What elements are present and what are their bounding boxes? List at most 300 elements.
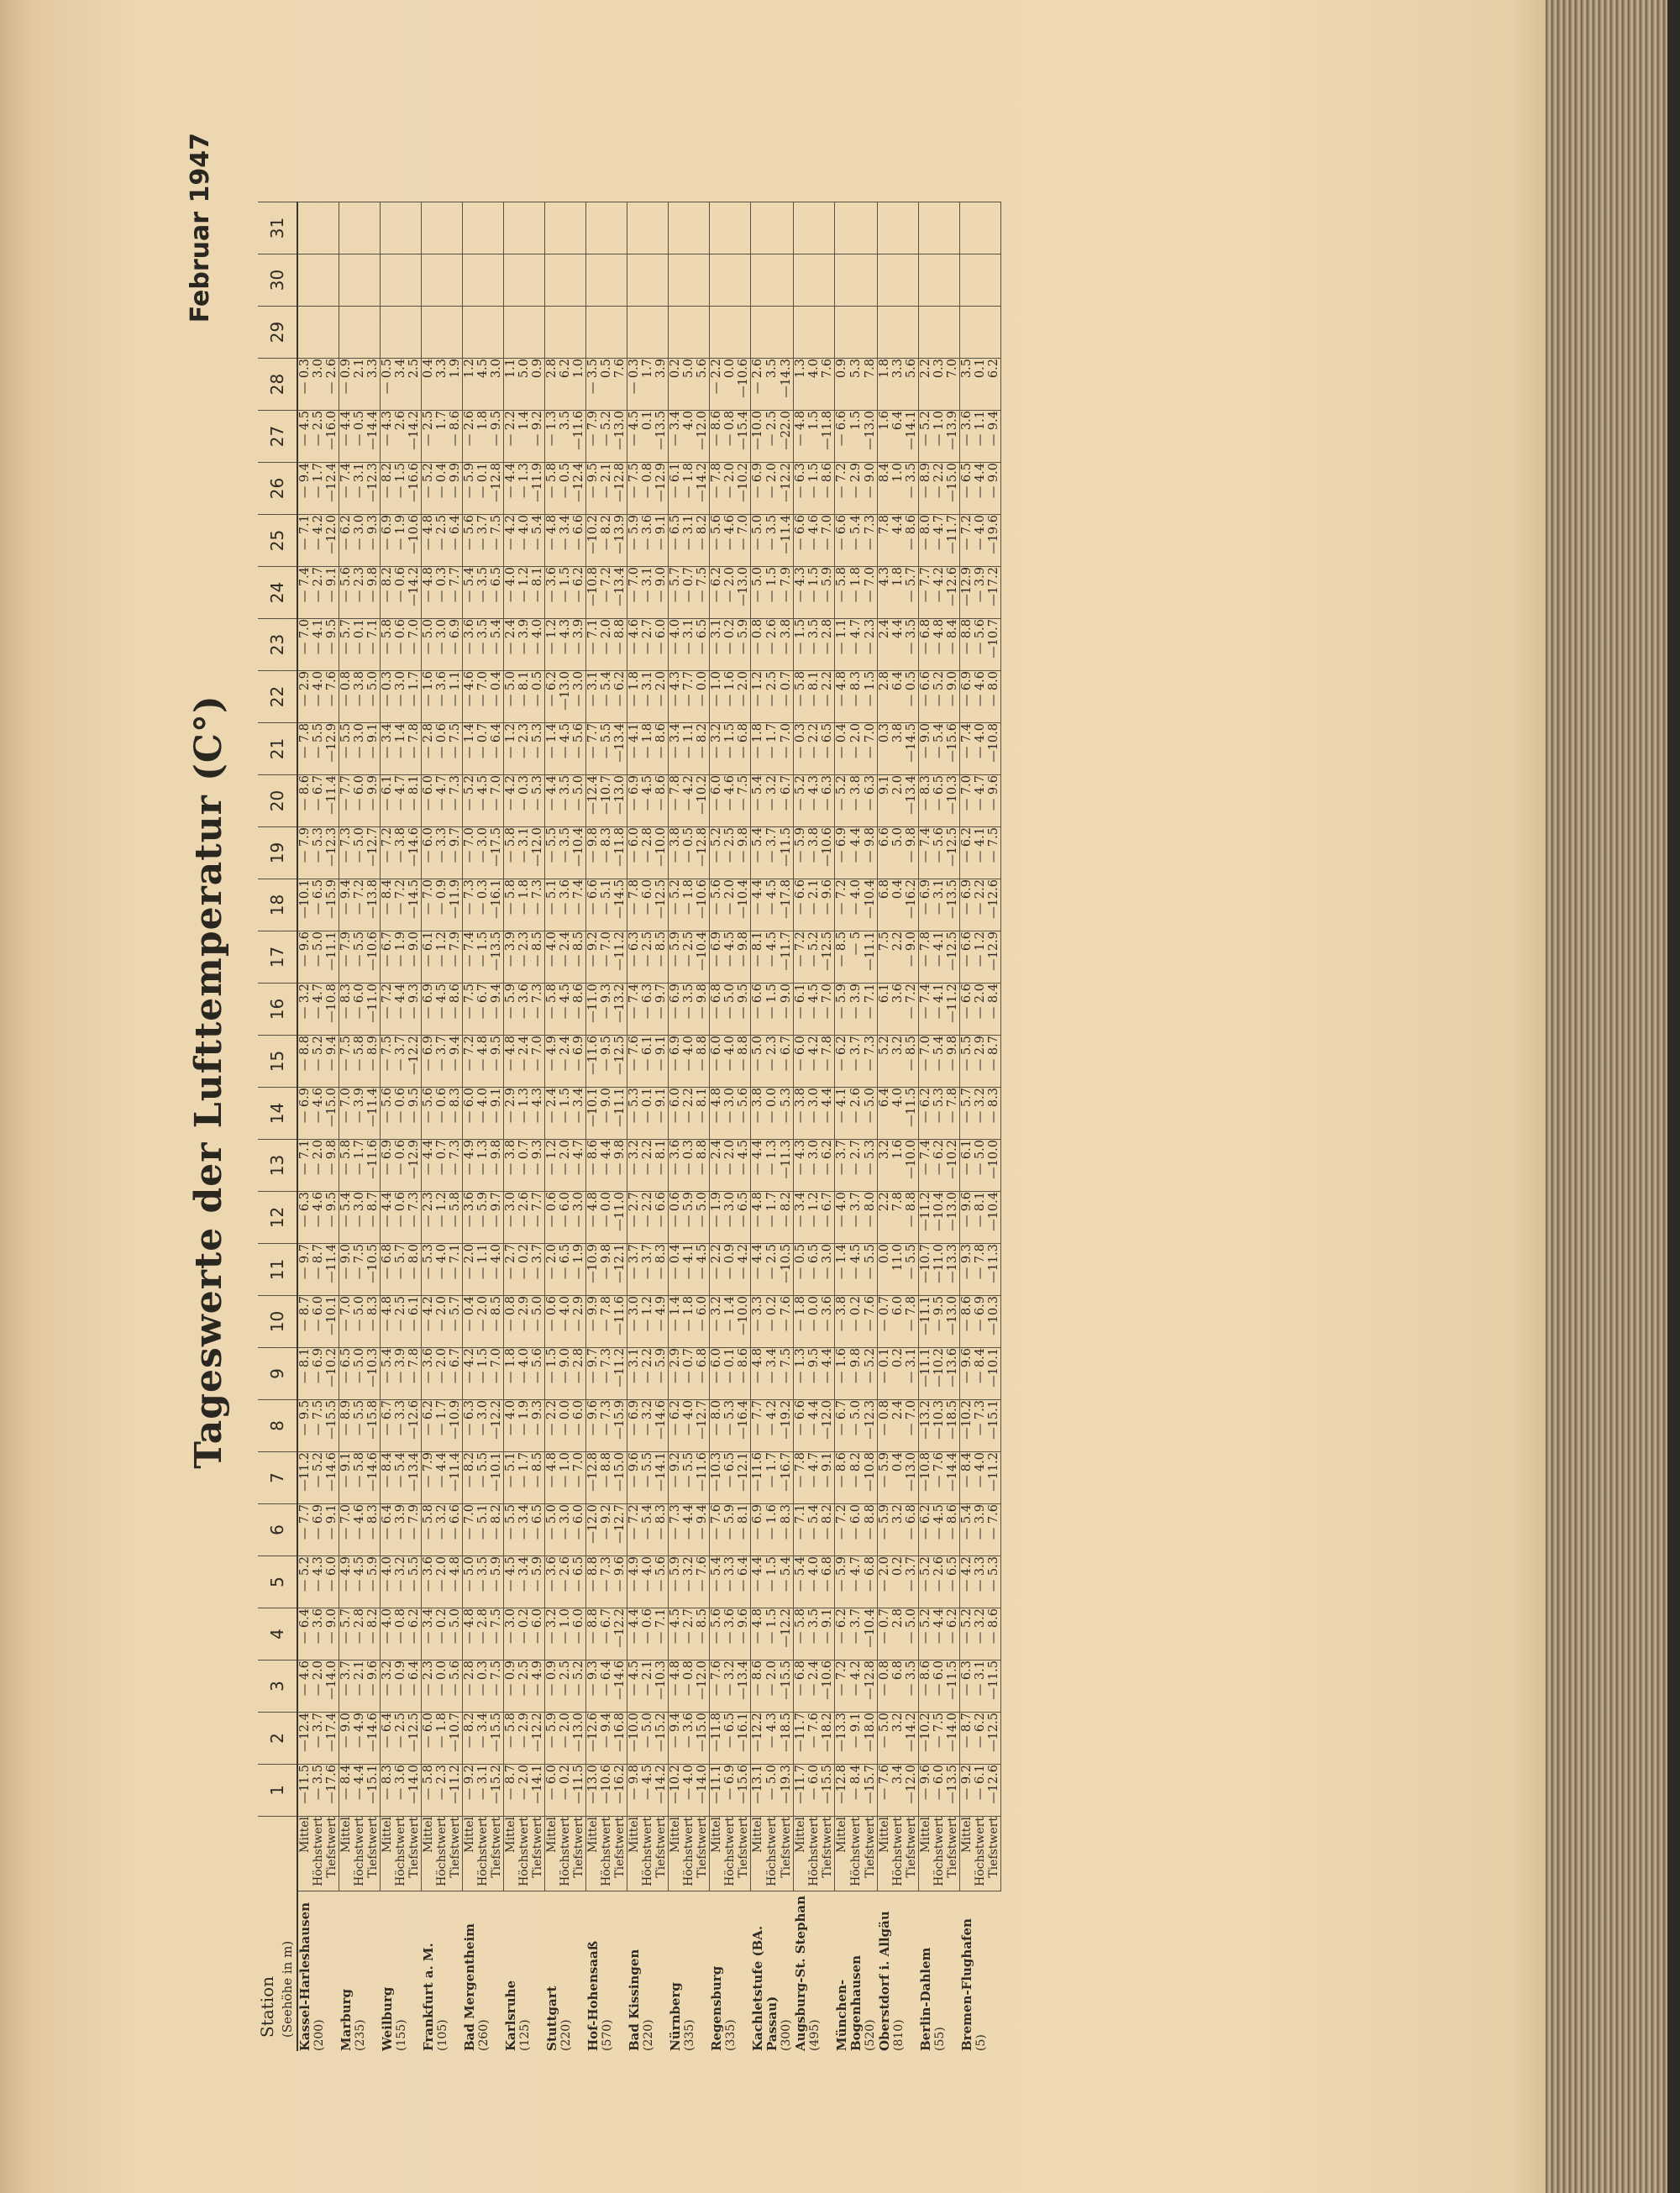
temperature-value: — 9.8 bbox=[946, 1036, 960, 1088]
temperature-value: — 7.8 bbox=[297, 723, 312, 775]
temperature-value: — 7.8 bbox=[905, 1296, 919, 1348]
temperature-value: — 2.2 bbox=[932, 463, 946, 515]
temperature-value: — 9.0 bbox=[919, 723, 933, 775]
temperature-value: — 2.5 bbox=[394, 1713, 407, 1765]
temperature-value: — 5.8 bbox=[794, 1608, 808, 1660]
station-cell bbox=[919, 1891, 960, 2052]
temperature-value: — 1.2 bbox=[807, 1192, 821, 1244]
temperature-value: — 1.3 bbox=[476, 1140, 490, 1192]
temperature-value: — 4.7 bbox=[849, 619, 864, 671]
temperature-value: — 3.5 bbox=[765, 515, 780, 567]
temperature-value: —15.7 bbox=[863, 1765, 877, 1817]
temperature-value: — 4.2 bbox=[765, 1400, 780, 1452]
temperature-value bbox=[545, 202, 559, 254]
temperature-value: — 4.6 bbox=[974, 671, 987, 723]
temperature-value: — 1.7 bbox=[435, 1400, 449, 1452]
table-body bbox=[297, 202, 1001, 2052]
temperature-value: — 2.0 bbox=[765, 1660, 780, 1713]
temperature-value bbox=[463, 202, 477, 254]
temperature-value: — 1.3 bbox=[765, 1140, 780, 1192]
temperature-value: — 4.6 bbox=[297, 1660, 312, 1713]
table-row bbox=[932, 202, 946, 2052]
temperature-value: — 6.2 bbox=[710, 567, 724, 619]
temperature-value: — 4.6 bbox=[627, 619, 642, 671]
temperature-value bbox=[297, 254, 312, 307]
temperature-value: —15.2 bbox=[654, 1713, 669, 1765]
temperature-value: — 7.4 bbox=[572, 879, 586, 931]
temperature-value bbox=[407, 307, 422, 359]
temperature-value: — 7.5 bbox=[381, 1036, 395, 1088]
temperature-value: — 7.5 bbox=[353, 1244, 366, 1296]
temperature-value: — 7.6 bbox=[325, 671, 339, 723]
temperature-value: —10.4 bbox=[696, 931, 710, 984]
temperature-value: — 7.1 bbox=[586, 619, 601, 671]
temperature-value: — 3.6 bbox=[463, 1192, 477, 1244]
temperature-value bbox=[613, 254, 627, 307]
temperature-value: 5.0 bbox=[891, 827, 905, 879]
temperature-value: — 1.5 bbox=[559, 1088, 572, 1140]
temperature-value: —17.6 bbox=[325, 1765, 339, 1817]
temperature-value: —16.4 bbox=[737, 1400, 751, 1452]
temperature-value: —11.8 bbox=[821, 411, 835, 463]
temperature-value bbox=[891, 307, 905, 359]
temperature-value: — 5.4 bbox=[463, 567, 477, 619]
temperature-value: — 5.2 bbox=[572, 1660, 586, 1713]
temperature-value: — 3.1 bbox=[710, 619, 724, 671]
temperature-value: — 4.8 bbox=[669, 1660, 683, 1713]
temperature-value bbox=[504, 254, 518, 307]
temperature-value: — 0.5 bbox=[381, 359, 395, 411]
temperature-value: — 6.8 bbox=[381, 1244, 395, 1296]
temperature-value: — 7.0 bbox=[600, 931, 613, 984]
temperature-value: — 1.8 bbox=[435, 1713, 449, 1765]
temperature-value: — 7.3 bbox=[449, 775, 463, 827]
temperature-value: — 4.5 bbox=[297, 411, 312, 463]
temperature-value: — 4.3 bbox=[312, 1556, 325, 1608]
temperature-value bbox=[339, 202, 354, 254]
temperature-value: —11.6 bbox=[751, 1452, 765, 1504]
temperature-value: — 4.4 bbox=[353, 1765, 366, 1817]
temperature-value: — 6.7 bbox=[821, 1192, 835, 1244]
temperature-value bbox=[504, 307, 518, 359]
temperature-value: — 2.7 bbox=[312, 567, 325, 619]
temperature-value: — 0.6 bbox=[435, 1088, 449, 1140]
temperature-value: — 0.9 bbox=[339, 359, 354, 411]
temperature-value: — 9.2 bbox=[669, 1452, 683, 1504]
row-type-label: Mittel bbox=[297, 1817, 312, 1891]
temperature-value: — 2.0 bbox=[974, 984, 987, 1036]
temperature-value: — 6.0 bbox=[572, 1608, 586, 1660]
temperature-value: — 8.3 bbox=[987, 1088, 1001, 1140]
temperature-value: — 6.6 bbox=[794, 515, 808, 567]
temperature-value: — 4.4 bbox=[751, 1556, 765, 1608]
temperature-value: — 9.4 bbox=[297, 463, 312, 515]
temperature-value: — 0.8 bbox=[504, 1296, 518, 1348]
temperature-value bbox=[641, 202, 654, 254]
temperature-value: — 3.7 bbox=[905, 1556, 919, 1608]
temperature-value: 6.8 bbox=[878, 879, 892, 931]
temperature-value: 2.4 bbox=[878, 619, 892, 671]
temperature-value: — 7.2 bbox=[960, 515, 974, 567]
temperature-value bbox=[779, 307, 793, 359]
temperature-value: — 3.0 bbox=[723, 1192, 737, 1244]
temperature-value: — 3.2 bbox=[723, 1660, 737, 1713]
temperature-value: — 3.6 bbox=[682, 1713, 696, 1765]
temperature-value: — 7.3 bbox=[407, 1192, 422, 1244]
temperature-value bbox=[394, 254, 407, 307]
temperature-value: — 3.5 bbox=[476, 619, 490, 671]
temperature-value: — 8.5 bbox=[572, 931, 586, 984]
temperature-value: — 6.0 bbox=[710, 1036, 724, 1088]
temperature-value: —11.3 bbox=[987, 1244, 1001, 1296]
temperature-value: 7.8 bbox=[891, 1192, 905, 1244]
temperature-value: — 8.6 bbox=[449, 984, 463, 1036]
temperature-value: — 2.5 bbox=[312, 411, 325, 463]
temperature-value: — 7.0 bbox=[463, 827, 477, 879]
temperature-value: — 4.6 bbox=[312, 1088, 325, 1140]
day-header: 19 bbox=[258, 827, 297, 879]
temperature-value bbox=[476, 254, 490, 307]
temperature-value: — 8.1 bbox=[517, 671, 531, 723]
temperature-value: 0.5 bbox=[600, 359, 613, 411]
temperature-value: — 1.5 bbox=[476, 931, 490, 984]
temperature-value: — 7.5 bbox=[490, 1660, 504, 1713]
temperature-value: — 2.7 bbox=[504, 1244, 518, 1296]
temperature-value bbox=[325, 254, 339, 307]
temperature-value: 7.0 bbox=[946, 359, 960, 411]
temperature-value bbox=[627, 254, 642, 307]
temperature-value bbox=[422, 202, 436, 254]
temperature-value: — 6.9 bbox=[669, 1036, 683, 1088]
temperature-value: — 7.5 bbox=[312, 1400, 325, 1452]
temperature-value: 2.6 bbox=[394, 411, 407, 463]
temperature-value: — 7.1 bbox=[654, 1608, 669, 1660]
temperature-value: — 3.7 bbox=[339, 1660, 354, 1713]
temperature-value: — 0.5 bbox=[559, 463, 572, 515]
temperature-value: — 1.4 bbox=[463, 723, 477, 775]
temperature-value: — 7.0 bbox=[863, 567, 877, 619]
temperature-value: — 0.5 bbox=[905, 671, 919, 723]
temperature-value: 1.2 bbox=[463, 359, 477, 411]
temperature-value bbox=[559, 202, 572, 254]
temperature-value: — 4.7 bbox=[572, 1140, 586, 1192]
temperature-value: — 7.2 bbox=[381, 984, 395, 1036]
temperature-value: — 7.7 bbox=[297, 1504, 312, 1556]
row-type-label: Tiefstwert bbox=[779, 1817, 793, 1891]
temperature-value: — 4.4 bbox=[422, 1140, 436, 1192]
temperature-value: — 5.0 bbox=[366, 671, 381, 723]
row-type-label: Höchstwert bbox=[600, 1817, 613, 1891]
temperature-value bbox=[669, 202, 683, 254]
temperature-value bbox=[572, 202, 586, 254]
table-row bbox=[891, 202, 905, 2052]
temperature-value: — 8.8 bbox=[297, 1036, 312, 1088]
temperature-value: 0.9 bbox=[531, 359, 545, 411]
temperature-value: — 6.2 bbox=[422, 1400, 436, 1452]
temperature-value: — 5.6 bbox=[449, 1660, 463, 1713]
temperature-value: — 6.6 bbox=[794, 879, 808, 931]
temperature-value: — 4.1 bbox=[932, 931, 946, 984]
temperature-value: — 9.6 bbox=[627, 1452, 642, 1504]
temperature-value: — 2.8 bbox=[353, 1608, 366, 1660]
temperature-value: — 8.7 bbox=[960, 1713, 974, 1765]
temperature-value bbox=[312, 202, 325, 254]
temperature-value: — 7.8 bbox=[669, 775, 683, 827]
temperature-value: — 1.0 bbox=[559, 1452, 572, 1504]
temperature-value: — 8.1 bbox=[407, 775, 422, 827]
temperature-value: — 9.1 bbox=[490, 1088, 504, 1140]
temperature-value: — 3.0 bbox=[807, 1140, 821, 1192]
temperature-value: —14.4 bbox=[946, 1452, 960, 1504]
temperature-value bbox=[974, 307, 987, 359]
temperature-value: — 7.0 bbox=[531, 1036, 545, 1088]
temperature-value: — 3.1 bbox=[627, 1348, 642, 1400]
temperature-value: — 4.9 bbox=[463, 1140, 477, 1192]
temperature-value: — 2.0 bbox=[723, 1140, 737, 1192]
temperature-value: — 6.8 bbox=[919, 619, 933, 671]
temperature-value bbox=[463, 307, 477, 359]
temperature-value: — 6.5 bbox=[696, 619, 710, 671]
temperature-value: — 4.4 bbox=[600, 1140, 613, 1192]
temperature-value bbox=[559, 254, 572, 307]
temperature-value: — 7.7 bbox=[339, 775, 354, 827]
temperature-value: —18.5 bbox=[946, 1400, 960, 1452]
temperature-value: 6.1 bbox=[878, 984, 892, 1036]
temperature-value: — 4.4 bbox=[751, 879, 765, 931]
temperature-value: — 0.8 bbox=[339, 671, 354, 723]
temperature-value: 0.9 bbox=[835, 359, 849, 411]
temperature-value: —14.2 bbox=[696, 463, 710, 515]
temperature-value: — 6.0 bbox=[710, 775, 724, 827]
temperature-value: — 6.9 bbox=[572, 1036, 586, 1088]
temperature-value: —11.6 bbox=[366, 1140, 381, 1192]
temperature-value: — 9.8 bbox=[737, 827, 751, 879]
temperature-value bbox=[765, 307, 780, 359]
temperature-value: 1.8 bbox=[476, 411, 490, 463]
temperature-value: —11.9 bbox=[531, 463, 545, 515]
temperature-value: — 2.1 bbox=[353, 1660, 366, 1713]
temperature-value: 2.1 bbox=[353, 359, 366, 411]
temperature-value: — 3.6 bbox=[641, 515, 654, 567]
table-row bbox=[946, 202, 960, 2052]
temperature-value: — 7.2 bbox=[835, 463, 849, 515]
temperature-value: —15.1 bbox=[987, 1400, 1001, 1452]
temperature-value: — 7.0 bbox=[339, 1296, 354, 1348]
station-name: Stuttgart bbox=[543, 1986, 559, 2051]
table-row bbox=[353, 202, 366, 2052]
temperature-value: — 3.9 bbox=[517, 619, 531, 671]
temperature-value: 4.0 bbox=[682, 411, 696, 463]
temperature-value: —16.8 bbox=[613, 1713, 627, 1765]
temperature-value: —10.2 bbox=[669, 1765, 683, 1817]
temperature-value: —12.5 bbox=[654, 879, 669, 931]
temperature-value: — 8.2 bbox=[696, 515, 710, 567]
temperature-value bbox=[987, 202, 1001, 254]
temperature-value bbox=[627, 307, 642, 359]
temperature-value: — 8.6 bbox=[919, 1660, 933, 1713]
temperature-value: — 5.4 bbox=[531, 515, 545, 567]
temperature-value: 4.0 bbox=[807, 359, 821, 411]
temperature-value: —15.2 bbox=[490, 1765, 504, 1817]
temperature-value: — 0.7 bbox=[878, 1608, 892, 1660]
temperature-value: — 6.0 bbox=[849, 1504, 864, 1556]
temperature-value: — 6.8 bbox=[821, 1556, 835, 1608]
temperature-value: — 5.4 bbox=[490, 619, 504, 671]
row-type-label: Tiefstwert bbox=[572, 1817, 586, 1891]
temperature-value: — 5.0 bbox=[849, 1400, 864, 1452]
temperature-value: —14.2 bbox=[407, 567, 422, 619]
temperature-value: — 0.2 bbox=[517, 1244, 531, 1296]
row-type-label: Mittel bbox=[422, 1817, 436, 1891]
temperature-value: — 9.4 bbox=[696, 1504, 710, 1556]
temperature-value: — 2.9 bbox=[517, 1296, 531, 1348]
row-type-label: Mittel bbox=[381, 1817, 395, 1891]
temperature-value: — 3.2 bbox=[627, 1140, 642, 1192]
temperature-value: —13.0 bbox=[905, 1452, 919, 1504]
temperature-value: — 3.6 bbox=[669, 1140, 683, 1192]
table-row bbox=[807, 202, 821, 2052]
station-name: Regensburg bbox=[708, 1965, 724, 2051]
temperature-value: —12.8 bbox=[835, 1765, 849, 1817]
temperature-value: — 9.0 bbox=[325, 1608, 339, 1660]
temperature-value: — 2.6 bbox=[932, 1556, 946, 1608]
station-cell bbox=[545, 1891, 586, 2052]
table-row bbox=[835, 202, 849, 2052]
temperature-value: — 3.1 bbox=[476, 1765, 490, 1817]
temperature-value: — 6.5 bbox=[723, 1713, 737, 1765]
temperature-value: — 9.6 bbox=[613, 1556, 627, 1608]
temperature-value: —10.7 bbox=[600, 775, 613, 827]
temperature-value: — 9.8 bbox=[600, 1244, 613, 1296]
temperature-value: — 5.8 bbox=[422, 1504, 436, 1556]
temperature-value: — 6.3 bbox=[960, 1660, 974, 1713]
temperature-value: — 6.2 bbox=[835, 1036, 849, 1088]
temperature-value: — 6.2 bbox=[613, 671, 627, 723]
temperature-value: — 6.9 bbox=[751, 463, 765, 515]
station-name: Hof-Hohensaaß bbox=[585, 1940, 601, 2051]
temperature-value bbox=[407, 254, 422, 307]
temperature-value: 2.8 bbox=[878, 671, 892, 723]
temperature-value: — 3.1 bbox=[353, 463, 366, 515]
temperature-value: — 0.5 bbox=[794, 1244, 808, 1296]
temperature-value: — 8.6 bbox=[297, 775, 312, 827]
temperature-value bbox=[987, 307, 1001, 359]
temperature-value: — 7.7 bbox=[919, 567, 933, 619]
temperature-value: — 5.6 bbox=[654, 1556, 669, 1608]
temperature-value: —11.2 bbox=[946, 984, 960, 1036]
temperature-value: — 8.7 bbox=[366, 1192, 381, 1244]
temperature-value: — 6.5 bbox=[312, 879, 325, 931]
temperature-value: — 4.7 bbox=[932, 515, 946, 567]
station-name: Nürnberg bbox=[667, 1982, 683, 2051]
temperature-value bbox=[669, 254, 683, 307]
temperature-value: —10.2 bbox=[932, 1348, 946, 1400]
temperature-value: — 5.8 bbox=[504, 827, 518, 879]
temperature-value: — 4.1 bbox=[835, 1088, 849, 1140]
temperature-value: — 8.0 bbox=[710, 1400, 724, 1452]
temperature-value: — 1.2 bbox=[641, 1296, 654, 1348]
temperature-value: — 7.7 bbox=[586, 723, 601, 775]
temperature-value: — 6.2 bbox=[974, 1713, 987, 1765]
temperature-value: — 6.4 bbox=[490, 723, 504, 775]
temperature-value: — 2.0 bbox=[463, 1244, 477, 1296]
temperature-value: — 1.5 bbox=[476, 1348, 490, 1400]
temperature-value: — 5.6 bbox=[710, 879, 724, 931]
temperature-value: — 7.1 bbox=[297, 515, 312, 567]
temperature-value: — 5.9 bbox=[545, 1713, 559, 1765]
temperature-value: — 3.2 bbox=[710, 723, 724, 775]
temperature-value: — 7.6 bbox=[696, 1556, 710, 1608]
temperature-value: — 8.0 bbox=[863, 1192, 877, 1244]
temperature-value: — 5.4 bbox=[751, 827, 765, 879]
temperature-value bbox=[821, 202, 835, 254]
station-cell bbox=[669, 1891, 710, 2052]
temperature-value: 0.2 bbox=[669, 359, 683, 411]
temperature-value: — 0.5 bbox=[531, 671, 545, 723]
temperature-value: — 3.0 bbox=[353, 1192, 366, 1244]
temperature-value: — 8.6 bbox=[654, 723, 669, 775]
temperature-value: — 5.0 bbox=[449, 1608, 463, 1660]
temperature-value: — 4.2 bbox=[312, 515, 325, 567]
temperature-value: 1.6 bbox=[878, 411, 892, 463]
temperature-value: —12.2 bbox=[779, 1608, 793, 1660]
temperature-value bbox=[905, 307, 919, 359]
temperature-value: — 4.0 bbox=[490, 1244, 504, 1296]
temperature-value: —13.4 bbox=[737, 1660, 751, 1713]
temperature-value: — 8.8 bbox=[586, 1608, 601, 1660]
temperature-value: — 4.0 bbox=[517, 1348, 531, 1400]
temperature-value: — 6.0 bbox=[422, 775, 436, 827]
temperature-value: — 8.4 bbox=[381, 1452, 395, 1504]
temperature-value: — 5.2 bbox=[863, 1348, 877, 1400]
temperature-value: — 6.6 bbox=[654, 1192, 669, 1244]
station-elevation: (810) bbox=[891, 2019, 906, 2051]
temperature-value bbox=[710, 202, 724, 254]
temperature-value: — 9.7 bbox=[449, 827, 463, 879]
temperature-value bbox=[779, 202, 793, 254]
temperature-value: 2.4 bbox=[891, 1400, 905, 1452]
table-row bbox=[407, 202, 422, 2052]
temperature-value bbox=[600, 307, 613, 359]
temperature-value: — 5.3 bbox=[723, 1400, 737, 1452]
temperature-value: — 7.6 bbox=[878, 1765, 892, 1817]
station-elevation: (335) bbox=[723, 2019, 738, 2051]
temperature-value: — 2.5 bbox=[765, 671, 780, 723]
temperature-value: —12.4 bbox=[297, 1713, 312, 1765]
temperature-value: 0.4 bbox=[422, 359, 436, 411]
temperature-value: — 4.7 bbox=[849, 1556, 864, 1608]
temperature-value: — 6.9 bbox=[422, 984, 436, 1036]
temperature-value: — 4.0 bbox=[835, 1192, 849, 1244]
temperature-value: — 3.5 bbox=[559, 827, 572, 879]
temperature-value bbox=[751, 202, 765, 254]
temperature-value: — 6.0 bbox=[559, 1192, 572, 1244]
temperature-value: — 2.3 bbox=[765, 1036, 780, 1088]
temperature-value: — 6.9 bbox=[381, 1140, 395, 1192]
table-row bbox=[463, 202, 477, 2052]
temperature-value: — 5.5 bbox=[407, 1556, 422, 1608]
station-elevation: (155) bbox=[394, 2019, 408, 2051]
temperature-value: —11.2 bbox=[987, 1452, 1001, 1504]
temperature-value: 0.4 bbox=[891, 879, 905, 931]
temperature-value: — 6.5 bbox=[807, 1244, 821, 1296]
temperature-value bbox=[422, 254, 436, 307]
temperature-value: 7.8 bbox=[878, 515, 892, 567]
temperature-value: — 5.6 bbox=[422, 1088, 436, 1140]
temperature-value: — 5.2 bbox=[669, 879, 683, 931]
temperature-value: — 9.7 bbox=[654, 984, 669, 1036]
temperature-value: — 7.9 bbox=[422, 1452, 436, 1504]
